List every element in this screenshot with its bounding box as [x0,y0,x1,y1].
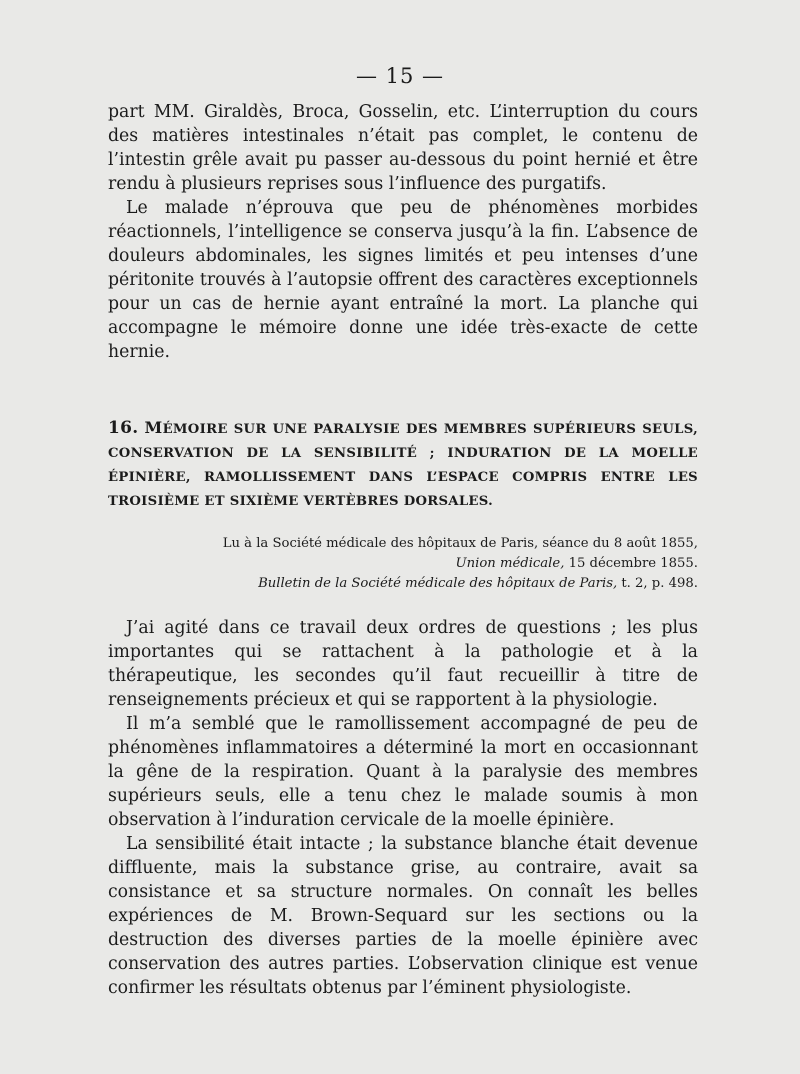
reference-detail: t. 2, p. 498. [617,576,698,591]
paragraph: Il m’a semblé que le ramollissement accompagné de peu de phénomènes inflammatoires a déterminé la mort en occasionnant la gêne de la respiration. Quant à la paralysie des membres supérieurs seuls, elle a tenu chez le malade soumis à mon observation à l’induration cervicale de la moelle épinière. [108,714,698,830]
publication-references [223,534,698,594]
entry-heading [108,416,698,514]
paragraph-continuation: part MM. Giraldès, Broca, Gosselin, etc. L’interruption du cours des matières intestinales n’était pas complet, le contenu de l’intestin grêle avait pu passer au-dessous du point hernié et être rendu à plusieurs reprises sous l’influence des purgatifs. [108,102,698,194]
entry-title: ÉMOIRE SUR UNE PARALYSIE DES MEMBRES SUPÉRIEURS SEULS, CONSERVATION DE LA SENSIBILITÉ ; INDURATION DE LA MOELLE ÉPINIÈRE, RAMOLLISSEMENT DANS L’ESPACE COMPRIS ENTRE LES TROISIÈME ET SIXIÈME VERTÈBRES DORSALES. [108,422,698,509]
journal-name: Bulletin de la Société médicale des hôpitaux de Paris, [258,576,618,591]
entry-title-initial: M [144,418,163,437]
body-text-bottom [108,616,698,1000]
paragraph: J’ai agité dans ce travail deux ordres de questions ; les plus importantes qui se rattachent à la pathologie et à la thérapeutique, les secondes qu’il faut recueillir à titre de renseignements précieux et qui se rapportent à la physiologie. [108,618,698,710]
reference-line: Lu à la Société médicale des hôpitaux de Paris, séance du 8 août 1855, [222,536,698,551]
journal-name: Union médicale, [455,556,565,571]
reference-detail: 15 décembre 1855. [564,556,698,571]
body-text-top [108,100,698,364]
paragraph: La sensibilité était intacte ; la substance blanche était devenue diffluente, mais la substance grise, au contraire, avait sa consistance et sa structure normales. On connaît les belles expériences de M. Brown-Sequard sur les sections ou la destruction des diverses parties de la moelle épinière avec conservation des autres parties. L’observation clinique est venue confirmer les résultats obtenus par l’éminent physiologiste. [108,834,698,998]
entry-number: 16. [108,418,139,438]
page-number: — 15 — [355,64,445,88]
paragraph: Le malade n’éprouva que peu de phénomènes morbides réactionnels, l’intelligence se conserva jusqu’à la fin. L’absence de douleurs abdominales, les signes limités et peu intenses d’une péritonite trouvés à l’autopsie offrent des caractères exceptionnels pour un cas de hernie ayant entraîné la mort. La planche qui accompagne le mémoire donne une idée très-exacte de cette hernie. [108,198,698,362]
reference-line [223,574,698,594]
reference-line [223,554,698,574]
